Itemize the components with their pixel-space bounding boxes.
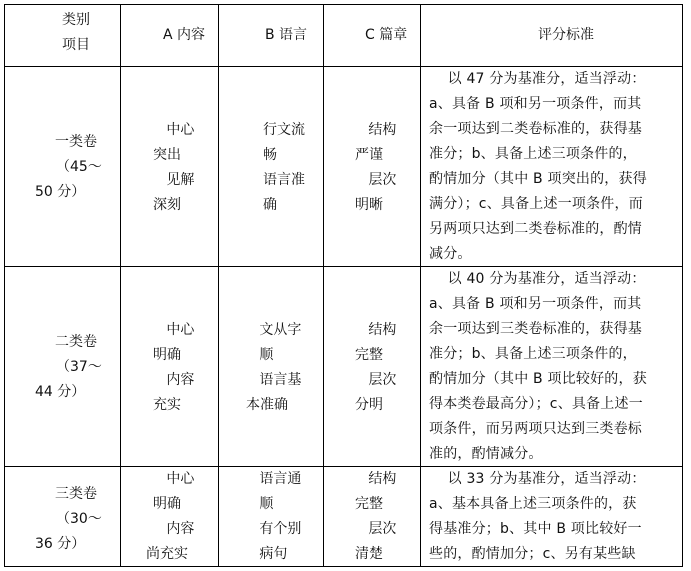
cell-line: 内容 (153, 372, 195, 388)
cell-line: 中心 (153, 122, 195, 138)
criteria-line: 酌情加分（其中 B 项突出的，获得 (429, 171, 647, 187)
criteria-line: 准分；b、具备上述三项条件的， (429, 146, 637, 162)
criteria-line: 准的，酌情减分。 (429, 446, 543, 462)
cell-line: 行文流 (263, 122, 305, 138)
cell-line: 语言准 (263, 172, 305, 188)
cell-line: 清楚 (355, 546, 383, 562)
cell-line: 结构 (355, 471, 397, 487)
criteria-line: 以 33 分为基准分，适当浮动： (429, 471, 646, 487)
header-category-label: 类别 (62, 12, 90, 28)
cell-line: 病句 (246, 546, 288, 562)
criteria-line: 余一项达到三类卷标准的，获得基 (429, 321, 642, 337)
cell-line: 内容 (153, 521, 195, 537)
criteria-line: 以 47 分为基准分，适当浮动： (429, 71, 646, 87)
header-col-a: A 内容 (163, 27, 206, 43)
cell-line: 尚充实 (146, 546, 188, 562)
category-name: 二类卷 (55, 334, 97, 350)
cell-line: 严谨 (355, 147, 383, 163)
cell-line: 语言通 (246, 471, 302, 487)
column-divider (420, 5, 421, 566)
criteria-line: 另两项只达到二类卷标准的，酌情 (429, 221, 642, 237)
header-item-label: 项目 (62, 37, 90, 53)
score-range-start: （37～ (56, 359, 102, 375)
cell-line: 层次 (355, 521, 397, 537)
criteria-line: a、具备 B 项和另一项条件，而其 (429, 96, 642, 112)
score-range-end: 44 分） (35, 384, 86, 400)
cell-line: 见解 (153, 172, 195, 188)
category-name: 一类卷 (55, 134, 97, 150)
cell-line: 层次 (355, 372, 397, 388)
header-col-criteria: 评分标准 (538, 27, 594, 43)
column-divider (218, 5, 219, 566)
score-range-start: （30～ (56, 511, 102, 527)
criteria-line: 得本类卷最高分）；c、具备上述一 (429, 396, 643, 412)
cell-line: 明确 (153, 347, 181, 363)
score-range-end: 36 分） (35, 536, 86, 552)
cell-line: 畅 (263, 147, 277, 163)
criteria-line: 满分）；c、具备上述一项条件，而 (429, 196, 643, 212)
cell-line: 分明 (355, 397, 383, 413)
header-col-b: B 语言 (265, 27, 308, 43)
cell-line: 充实 (153, 397, 181, 413)
cell-line: 顺 (246, 496, 274, 512)
criteria-cell (429, 267, 647, 467)
cell-line: 突出 (153, 147, 181, 163)
criteria-line: a、具备 B 项和另一项条件，而其 (429, 296, 642, 312)
criteria-cell (429, 67, 647, 267)
column-divider (120, 5, 121, 566)
cell-line: 完整 (355, 347, 383, 363)
cell-line: 层次 (355, 172, 397, 188)
criteria-line: 余一项达到二类卷标准的，获得基 (429, 121, 642, 137)
criteria-line: 些的，酌情加分；c、另有某些缺 (429, 546, 636, 562)
criteria-line: 以 40 分为基准分，适当浮动： (429, 271, 646, 287)
cell-line: 中心 (153, 322, 195, 338)
category-name: 三类卷 (55, 486, 97, 502)
cell-line: 本准确 (246, 397, 288, 413)
cell-line: 确 (263, 197, 277, 213)
criteria-line: a、基本具备上述三项条件的，获 (429, 496, 637, 512)
criteria-cell (429, 467, 646, 567)
cell-line: 中心 (153, 471, 195, 487)
cell-line: 有个别 (246, 521, 302, 537)
score-range-start: （45～ (56, 159, 102, 175)
criteria-line: 减分。 (429, 246, 472, 262)
criteria-line: 得基准分；b、其中 B 项比较好一 (429, 521, 642, 537)
criteria-line: 酌情加分（其中 B 项比较好的，获 (429, 371, 647, 387)
cell-line: 语言基 (246, 372, 302, 388)
cell-line: 结构 (355, 322, 397, 338)
cell-line: 顺 (246, 347, 274, 363)
column-divider (323, 5, 324, 566)
header-col-c: C 篇章 (365, 27, 408, 43)
cell-line: 完整 (355, 496, 383, 512)
cell-line: 明确 (153, 496, 181, 512)
cell-line: 深刻 (153, 197, 181, 213)
criteria-line: 项条件，而另两项只达到三类卷标 (429, 421, 642, 437)
criteria-line: 准分；b、具备上述三项条件的， (429, 346, 637, 362)
cell-line: 文从字 (246, 322, 302, 338)
cell-line: 结构 (355, 122, 397, 138)
cell-line: 明晰 (355, 197, 383, 213)
score-range-end: 50 分） (35, 184, 86, 200)
